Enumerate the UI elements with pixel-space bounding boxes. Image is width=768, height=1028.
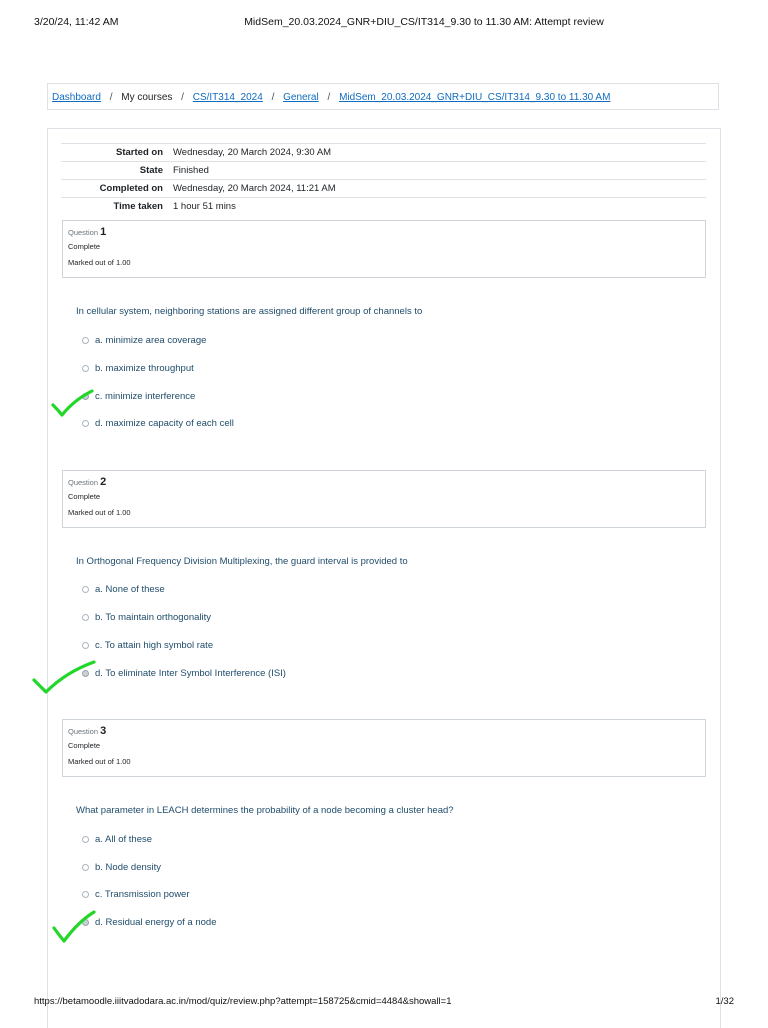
- breadcrumb-separator: /: [327, 92, 331, 103]
- summary-row-started: [61, 144, 706, 162]
- breadcrumb: [47, 83, 719, 110]
- question-text: In Orthogonal Frequency Division Multiplexing, the guard interval is provided to: [76, 556, 408, 567]
- question-number: 1: [100, 226, 107, 238]
- breadcrumb-general-link[interactable]: General: [283, 92, 319, 103]
- answer-option[interactable]: [82, 612, 211, 624]
- print-datetime: 3/20/24, 11:42 AM: [34, 16, 119, 28]
- question-number: 2: [100, 476, 107, 488]
- summary-value: Finished: [173, 165, 209, 176]
- print-title: MidSem_20.03.2024_GNR+DIU_CS/IT314_9.30 to 11.30 AM: Attempt review: [244, 16, 604, 28]
- breadcrumb-separator: /: [271, 92, 275, 103]
- question-info-1: [62, 220, 706, 278]
- summary-value: 1 hour 51 mins: [173, 201, 236, 212]
- summary-row-state: [61, 162, 706, 180]
- question-state: Complete: [68, 492, 101, 501]
- option-label: a. None of these: [95, 584, 165, 595]
- option-label: b. maximize throughput: [95, 363, 194, 374]
- summary-label: Time taken: [113, 201, 163, 212]
- radio-button[interactable]: [82, 864, 89, 871]
- option-label: a. All of these: [95, 834, 153, 845]
- answer-option-selected[interactable]: [82, 391, 195, 403]
- print-page-number: 1/32: [715, 996, 734, 1007]
- breadcrumb-separator: /: [181, 92, 184, 103]
- option-label: c. minimize interference: [95, 391, 196, 402]
- radio-button[interactable]: [82, 586, 89, 593]
- answer-option[interactable]: [82, 335, 206, 347]
- answer-option[interactable]: [82, 640, 213, 652]
- print-header: [34, 16, 734, 30]
- summary-row-time-taken: [61, 198, 706, 216]
- question-label: Question: [68, 478, 99, 487]
- option-label: d. Residual energy of a node: [95, 917, 217, 928]
- handwritten-checkmark-icon: [30, 658, 100, 698]
- radio-button[interactable]: [82, 420, 89, 427]
- breadcrumb-course-link[interactable]: CS/IT314_2024: [192, 92, 263, 103]
- answer-option[interactable]: [82, 584, 165, 596]
- breadcrumb-my-courses: My courses: [121, 92, 173, 103]
- question-state: Complete: [68, 242, 101, 251]
- answer-option[interactable]: [82, 834, 152, 846]
- question-label: Question: [68, 228, 99, 237]
- answer-option[interactable]: [82, 418, 234, 430]
- breadcrumb-separator: /: [109, 92, 113, 103]
- question-text: What parameter in LEACH determines the probability of a node becoming a cluster head?: [76, 805, 454, 816]
- summary-label: Completed on: [99, 183, 163, 194]
- breadcrumb-quiz-link[interactable]: MidSem_20.03.2024_GNR+DIU_CS/IT314_9.30 to 11.30 AM: [339, 92, 611, 103]
- answer-option-selected[interactable]: [82, 668, 286, 680]
- radio-button[interactable]: [82, 614, 89, 621]
- question-text: In cellular system, neighboring stations are assigned different group of channels to: [76, 306, 423, 317]
- breadcrumb-dashboard-link[interactable]: Dashboard: [52, 92, 101, 103]
- answer-option[interactable]: [82, 363, 194, 375]
- summary-label: State: [139, 165, 163, 176]
- answer-option[interactable]: [82, 889, 190, 901]
- question-mark: Marked out of 1.00: [68, 508, 131, 517]
- print-footer: [34, 996, 734, 1010]
- print-url: https://betamoodle.iiitvadodara.ac.in/mod/quiz/review.php?attempt=158725&cmid=4484&showall=1: [34, 996, 452, 1007]
- handwritten-checkmark-icon: [50, 388, 96, 420]
- summary-label: Started on: [116, 147, 163, 158]
- answer-option-selected[interactable]: [82, 917, 216, 929]
- radio-button[interactable]: [82, 891, 89, 898]
- question-mark: Marked out of 1.00: [68, 258, 131, 267]
- radio-button[interactable]: [82, 836, 89, 843]
- option-label: a. minimize area coverage: [95, 335, 207, 346]
- question-number: 3: [100, 725, 107, 737]
- radio-button[interactable]: [82, 365, 89, 372]
- option-label: c. To attain high symbol rate: [95, 640, 214, 651]
- question-label: Question: [68, 727, 99, 736]
- radio-button[interactable]: [82, 337, 89, 344]
- summary-value: Wednesday, 20 March 2024, 9:30 AM: [173, 147, 332, 158]
- radio-button[interactable]: [82, 642, 89, 649]
- option-label: d. To eliminate Inter Symbol Interference (ISI): [95, 668, 286, 679]
- question-mark: Marked out of 1.00: [68, 757, 131, 766]
- question-info-2: [62, 470, 706, 528]
- option-label: d. maximize capacity of each cell: [95, 418, 234, 429]
- question-info-3: [62, 719, 706, 777]
- option-label: b. Node density: [95, 862, 162, 873]
- question-state: Complete: [68, 741, 101, 750]
- attempt-summary-table: [61, 143, 706, 215]
- option-label: b. To maintain orthogonality: [95, 612, 212, 623]
- handwritten-checkmark-icon: [50, 908, 100, 948]
- summary-value: Wednesday, 20 March 2024, 11:21 AM: [173, 183, 336, 194]
- summary-row-completed: [61, 180, 706, 198]
- option-label: c. Transmission power: [95, 889, 190, 900]
- answer-option[interactable]: [82, 862, 161, 874]
